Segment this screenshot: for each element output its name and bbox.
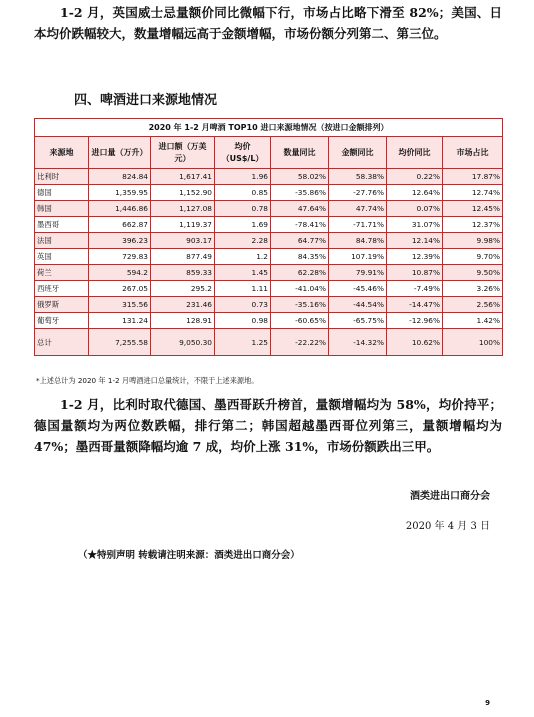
value-cell: 47.74% <box>329 201 387 217</box>
value-cell: 84.78% <box>329 233 387 249</box>
value-cell: -35.16% <box>271 297 329 313</box>
page-number: 9 <box>485 699 490 707</box>
value-cell: 903.17 <box>151 233 215 249</box>
value-cell: 729.83 <box>89 249 151 265</box>
value-cell: 131.24 <box>89 313 151 329</box>
value-cell: 267.05 <box>89 281 151 297</box>
organization-signature: 酒类进出口商分会 <box>410 491 490 502</box>
value-cell: 1,119.37 <box>151 217 215 233</box>
value-cell: -65.75% <box>329 313 387 329</box>
value-cell: 877.49 <box>151 249 215 265</box>
value-cell: 9.50% <box>443 265 503 281</box>
value-cell: 1,127.08 <box>151 201 215 217</box>
column-header: 均价（US$/L） <box>215 137 271 169</box>
value-cell: 662.87 <box>89 217 151 233</box>
value-cell: 1,446.86 <box>89 201 151 217</box>
value-cell: 824.84 <box>89 169 151 185</box>
country-cell: 俄罗斯 <box>35 297 89 313</box>
country-cell: 葡萄牙 <box>35 313 89 329</box>
beer-import-table <box>34 118 502 356</box>
table-row <box>35 265 503 281</box>
value-cell: 58.02% <box>271 169 329 185</box>
value-cell: -60.65% <box>271 313 329 329</box>
table-row <box>35 185 503 201</box>
table-row <box>35 169 503 185</box>
total-value-cell: -14.32% <box>329 329 387 356</box>
column-header: 金额同比 <box>329 137 387 169</box>
country-cell: 韩国 <box>35 201 89 217</box>
value-cell: 10.87% <box>387 265 443 281</box>
country-cell: 德国 <box>35 185 89 201</box>
value-cell: 3.26% <box>443 281 503 297</box>
value-cell: -71.71% <box>329 217 387 233</box>
value-cell: -12.96% <box>387 313 443 329</box>
country-cell: 荷兰 <box>35 265 89 281</box>
value-cell: 1,152.90 <box>151 185 215 201</box>
table-row <box>35 201 503 217</box>
value-cell: 0.22% <box>387 169 443 185</box>
country-cell: 法国 <box>35 233 89 249</box>
value-cell: 0.78 <box>215 201 271 217</box>
table-header-row <box>35 137 503 169</box>
country-cell: 西班牙 <box>35 281 89 297</box>
value-cell: 1.2 <box>215 249 271 265</box>
country-cell: 墨西哥 <box>35 217 89 233</box>
table-row <box>35 217 503 233</box>
total-label-cell: 总计 <box>35 329 89 356</box>
value-cell: 47.64% <box>271 201 329 217</box>
value-cell: 12.14% <box>387 233 443 249</box>
value-cell: 84.35% <box>271 249 329 265</box>
value-cell: -27.76% <box>329 185 387 201</box>
column-header: 市场占比 <box>443 137 503 169</box>
value-cell: 0.85 <box>215 185 271 201</box>
reprint-declaration: （★特别声明 转载请注明来源：酒类进出口商分会） <box>78 550 300 561</box>
total-value-cell: 1.25 <box>215 329 271 356</box>
country-cell: 英国 <box>35 249 89 265</box>
total-value-cell: 9,050.30 <box>151 329 215 356</box>
total-value-cell: 7,255.58 <box>89 329 151 356</box>
value-cell: 107.19% <box>329 249 387 265</box>
value-cell: 1.96 <box>215 169 271 185</box>
value-cell: 295.2 <box>151 281 215 297</box>
table-row <box>35 249 503 265</box>
total-value-cell: 10.62% <box>387 329 443 356</box>
value-cell: 1.11 <box>215 281 271 297</box>
value-cell: 17.87% <box>443 169 503 185</box>
country-cell: 比利时 <box>35 169 89 185</box>
value-cell: 1.45 <box>215 265 271 281</box>
column-header: 均价同比 <box>387 137 443 169</box>
intro-paragraph: 1-2 月，英国威士忌量额价同比微幅下行，市场占比略下滑至 82%；美国、日本均价跌幅较大，数量增幅远高于金额增幅，市场份额分列第二、第三位。 <box>34 5 502 41</box>
value-cell: -35.86% <box>271 185 329 201</box>
column-header: 进口额（万美元） <box>151 137 215 169</box>
value-cell: 2.28 <box>215 233 271 249</box>
column-header: 来源地 <box>35 137 89 169</box>
value-cell: 1.42% <box>443 313 503 329</box>
value-cell: 12.39% <box>387 249 443 265</box>
total-value-cell: 100% <box>443 329 503 356</box>
value-cell: -7.49% <box>387 281 443 297</box>
value-cell: -78.41% <box>271 217 329 233</box>
value-cell: -44.54% <box>329 297 387 313</box>
value-cell: 315.56 <box>89 297 151 313</box>
table-row <box>35 281 503 297</box>
value-cell: -14.47% <box>387 297 443 313</box>
value-cell: 2.56% <box>443 297 503 313</box>
value-cell: 9.98% <box>443 233 503 249</box>
value-cell: 396.23 <box>89 233 151 249</box>
total-value-cell: -22.22% <box>271 329 329 356</box>
publish-date: 2020 年 4 月 3 日 <box>405 521 490 532</box>
section-heading: 四、啤酒进口来源地情况 <box>74 93 218 108</box>
value-cell: 9.70% <box>443 249 503 265</box>
value-cell: 128.91 <box>151 313 215 329</box>
value-cell: 12.45% <box>443 201 503 217</box>
value-cell: 1,617.41 <box>151 169 215 185</box>
value-cell: 0.98 <box>215 313 271 329</box>
table-caption: 2020 年 1-2 月啤酒 TOP10 进口来源地情况（按进口金额排列） <box>35 119 503 137</box>
value-cell: -45.46% <box>329 281 387 297</box>
value-cell: 0.07% <box>387 201 443 217</box>
column-header: 数量同比 <box>271 137 329 169</box>
value-cell: 231.46 <box>151 297 215 313</box>
table-footnote: *上述总计为 2020 年 1-2 月啤酒进口总量统计，不限于上述来源地。 <box>36 376 259 385</box>
value-cell: 0.73 <box>215 297 271 313</box>
column-header: 进口量（万升） <box>89 137 151 169</box>
value-cell: 859.33 <box>151 265 215 281</box>
value-cell: 64.77% <box>271 233 329 249</box>
value-cell: 31.07% <box>387 217 443 233</box>
analysis-paragraph: 1-2 月，比利时取代德国、墨西哥跃升榜首，量额增幅均为 58%，均价持平；德国量额均为两位数跌幅，排行第二；韩国超越墨西哥位列第三，量额增幅均为 47%；墨西哥量额降幅均逾 7 成，均价上涨 31%，市场份额跌出三甲。 <box>34 397 502 454</box>
value-cell: 79.91% <box>329 265 387 281</box>
value-cell: 58.38% <box>329 169 387 185</box>
value-cell: 12.74% <box>443 185 503 201</box>
value-cell: 12.64% <box>387 185 443 201</box>
value-cell: 62.28% <box>271 265 329 281</box>
value-cell: 594.2 <box>89 265 151 281</box>
total-row <box>35 329 503 356</box>
value-cell: -41.04% <box>271 281 329 297</box>
table-row <box>35 233 503 249</box>
value-cell: 1,359.95 <box>89 185 151 201</box>
value-cell: 1.69 <box>215 217 271 233</box>
value-cell: 12.37% <box>443 217 503 233</box>
table-row <box>35 313 503 329</box>
table-row <box>35 297 503 313</box>
